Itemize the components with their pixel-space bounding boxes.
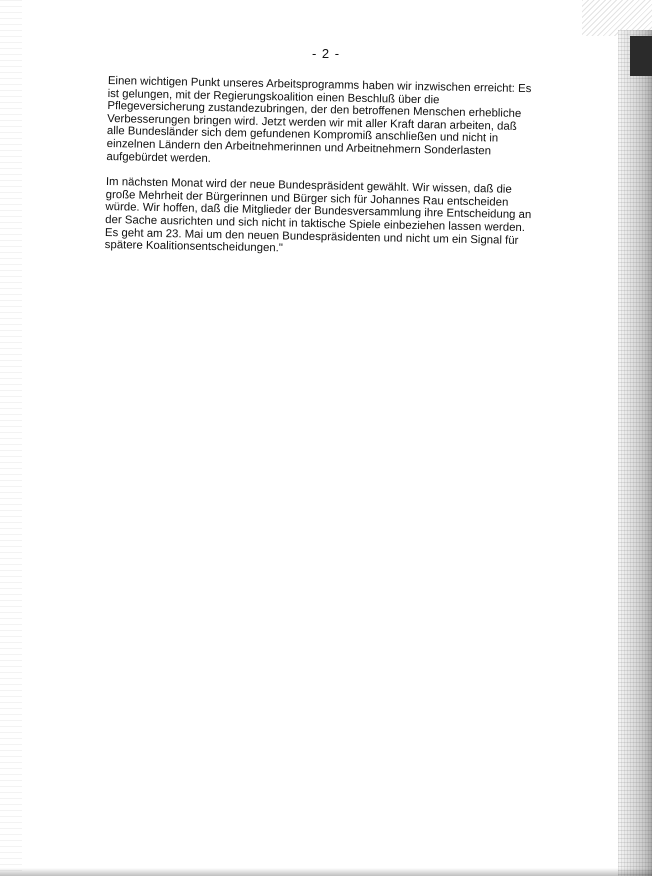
scan-edge-bottom xyxy=(0,868,652,876)
paragraph-pflegeversicherung: Einen wichtigen Punkt unseres Arbeitsprogramms haben wir inzwischen erreicht: Es ist gelungen, mit der Regierungskoalition einen Beschluß über die Pflegeversicherung zustandezubringen, der den betroffenen Menschen erhebliche Verbesserungen bringen wird. Jetzt werden wir mit aller Kraft daran arbeiten, daß alle Bundesländer sich dem gefundenen Kompromiß anschließen und nicht in einzelnen Ländern den Arbeitnehmerinnen und Arbeitnehmern Sonderlasten aufgebürdet werden. xyxy=(106,75,532,165)
scan-edge-left xyxy=(0,0,22,876)
paragraph-bundespraesident: Im nächsten Monat wird der neue Bundespräsident gewählt. Wir wissen, daß die große Mehrheit der Bürgerinnen und Bürger sich für Johannes Rau entscheiden würde. Wir hoffen, daß die Mitglieder der Bundesversammlung ihre Entscheidung an der Sache ausrichten und sich nicht in taktische Spiele einbeziehen lassen werden. Es geht am 23. Mai um den neuen Bundespräsidenten und nicht um ein Signal für spätere Koalitionsentscheidungen." xyxy=(104,176,532,255)
document-body xyxy=(104,75,538,273)
page-number: - 2 - xyxy=(311,46,341,61)
scan-edge-right xyxy=(618,30,652,876)
